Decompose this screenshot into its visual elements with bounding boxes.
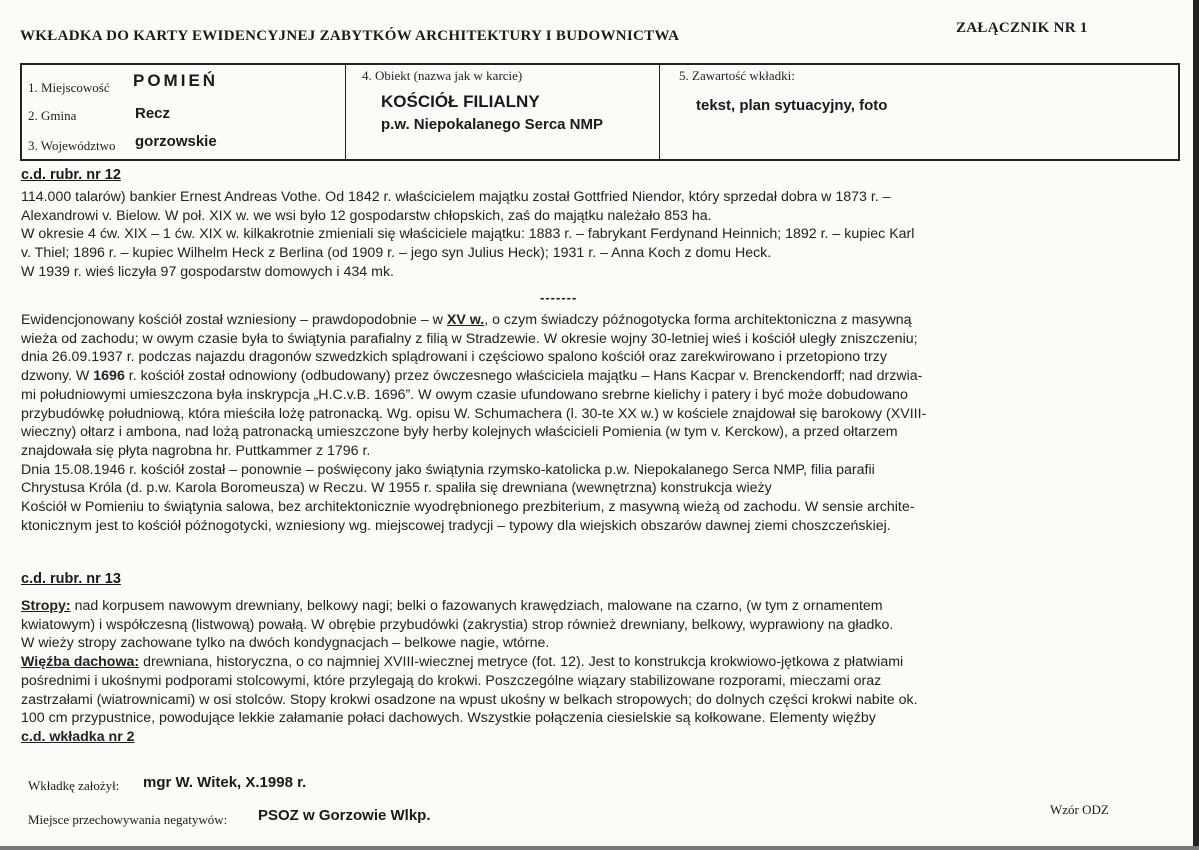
scan-edge-right <box>1193 0 1199 850</box>
text-line: mi południowymi umieszczona była inskrypcja „H.C.v.B. 1696”. W owym czasie ufundowano srebrne kielichy i patery i być może dobudowano <box>21 386 908 403</box>
text-span: Ewidencjonowany kościół został wzniesiony – prawdopodobnie – w <box>21 312 447 328</box>
author-value: mgr W. Witek, X.1998 r. <box>143 774 307 791</box>
text-line: W okresie 4 ćw. XIX – 1 ćw. XIX w. kilkakrotnie zmieniali się właściciele majątku: 1883 r. – fabrykant Ferdynand Heinnich; 1892 r. – kupiec Karl <box>21 226 915 243</box>
text-line: wieża od zachodu; w owym czasie była to świątynia parafialny z filią w Stradzewie. W okresie wojny 30-letniej wieś i kościół uległy zniszczeniu; <box>21 330 918 347</box>
storage-label: Miejsce przechowywania negatywów: <box>28 812 228 827</box>
text-line: Chrystusa Króla (d. p.w. Karola Boromeusza) w Reczu. W 1955 r. spaliła się drewniana (wewnętrzna) konstrukcja wieży <box>21 480 772 497</box>
box-bottom-line <box>20 159 1180 161</box>
obiekt-value-line1: KOŚCIÓŁ FILIALNY <box>381 92 540 111</box>
text-line: znajdowała się płyta nagrobna hr. Puttkammer z 1796 r. <box>21 442 371 459</box>
section13-heading: c.d. rubr. nr 13 <box>21 571 121 587</box>
form-label: Wzór ODZ <box>1050 802 1109 817</box>
text-line: 114.000 talarów) bankier Ernest Andreas Vothe. Od 1842 r. właścicielem majątku został Gottfried Niendor, który sprzedał dobra w 1873 r. – <box>21 189 891 205</box>
storage-value: PSOZ w Gorzowie Wlkp. <box>258 807 431 824</box>
year-emphasis: 1696 <box>93 368 125 385</box>
stropy-label: Stropy: <box>21 598 71 614</box>
scan-edge-bottom <box>0 846 1199 850</box>
text-line: dnia 26.09.1937 r. podczas najazdu dragonów szwedzkich splądrowani i częściowo spalono kościół oraz zarekwirowano i przetopiono trzy <box>21 349 887 366</box>
wiezba-label: Więźba dachowa: <box>21 654 140 671</box>
text-line: W wieży stropy zachowane tylko na dwóch kondygnacjach – belkowe nagie, wtórne. <box>21 635 550 652</box>
text-line: wieczny) ołtarz i ambona, nad lożą patronacką umieszczone były herby kolejnych właścicieli Pomienia (w tym v. Kerckow), a przed ołtarzem <box>21 424 898 441</box>
zawartosc-label: 5. Zawartość wkładki: <box>679 68 795 83</box>
section13-body <box>21 597 918 747</box>
wojewodztwo-value: gorzowskie <box>135 133 217 150</box>
document-title: WKŁADKA DO KARTY EWIDENCYJNEJ ZABYTKÓW ARCHITEKTURY I BUDOWNICTWA <box>20 28 680 44</box>
section12-para2 <box>21 311 926 535</box>
text-line: Kościół w Pomieniu to świątynia salowa, bez architektonicznie wyodrębnionego prezbiterium, z masywną wieżą od zachodu. W sensie archite- <box>21 499 915 516</box>
century-emphasis: XV w. <box>446 312 485 328</box>
gmina-value: Recz <box>135 105 171 122</box>
miejscowosc-value: POMIEŃ <box>133 71 219 90</box>
text-line: przybudówkę południową, która mieściła lożę patronacką. Wg. opisu W. Schumachera (l. 30-te XX w.) w kościele znajdował się barokowy (XVIII- <box>21 405 927 422</box>
box-divider-1 <box>345 63 346 160</box>
text-line: Dnia 15.08.1946 r. kościół został – ponownie – poświęcony jako świątynia rzymsko-katolicka p.w. Niepokalanego Serca NMP, filia parafii <box>21 461 875 478</box>
text-line: 100 cm przypustnice, powodujące lekkie załamanie połaci dachowych. Wszystkie połączenia ciesielskie są kołkowane. Elementy więźby <box>21 710 876 727</box>
annex-label: ZAŁĄCZNIK NR 1 <box>956 20 1088 36</box>
gmina-label: 2. Gmina <box>28 108 77 123</box>
text-line: pośrednimi i ukośnymi podporami stolcowymi, które przylegają do krokwi. Poszczególne wiązary stabilizowane rozporami, mieczami oraz <box>21 672 882 689</box>
text-line: Alexandrowi v. Bielow. W poł. XIX w. we wsi było 12 gospodarstw chłopskich, zaś do majątku należało 853 ha. <box>21 207 712 224</box>
section12-heading: c.d. rubr. nr 12 <box>21 167 121 183</box>
zawartosc-value: tekst, plan sytuacyjny, foto <box>696 97 888 114</box>
text-line: zastrzałami (wiatrownicami) w osi stolców. Stopy krokwi osadzone na wpust ukośny w belkach stropowych; do dolnych części krokwi nabite ok. <box>21 691 918 708</box>
section-separator: ------- <box>540 290 578 305</box>
obiekt-value-line2: p.w. Niepokalanego Serca NMP <box>381 116 604 133</box>
text-span: drewniana, historyczna, o co najmniej XVIII-wiecznej metryce (fot. 12). Jest to konstrukcja krokwiowo-jętkowa z płatwiami <box>139 654 904 671</box>
text-span: dzwony. W <box>21 368 94 385</box>
text-span: , o czym świadczy późnogotycka forma architektoniczna z masywną <box>484 312 912 328</box>
text-line: ktonicznym jest to kościół późnogotycki, wzniesiony wg. miejscowej tradycji – typowy dla wiejskich obszarów dawnej ziemi choszczeńskiej. <box>21 517 891 534</box>
continuation-note: c.d. wkładka nr 2 <box>21 728 135 745</box>
box-divider-2 <box>659 63 660 160</box>
obiekt-label: 4. Obiekt (nazwa jak w karcie) <box>362 68 523 83</box>
text-span: nad korpusem nawowym drewniany, belkowy nagi; belki o fazowanych krawędziach, malowane na czarno, (w tym z ornamentem <box>70 598 883 614</box>
text-line: kwiatowym) i współczesną (listwową) powałą. W obrębie przybudówki (zakrystia) strop również drewniany, belkowy, wyprawiony na gładko. <box>21 616 894 633</box>
miejscowosc-label: 1. Miejscowość <box>28 80 110 95</box>
author-label: Wkładkę założył: <box>28 778 120 793</box>
box-top-line <box>20 63 1180 65</box>
box-left-line <box>20 63 22 161</box>
text-line: v. Thiel; 1896 r. – kupiec Wilhelm Heck z Berlina (od 1909 r. – jego syn Julius Heck); 1931 r. – Anna Koch z domu Heck. <box>21 245 772 262</box>
section12-para1 <box>21 188 914 282</box>
text-line: W 1939 r. wieś liczyła 97 gospodarstw domowych i 434 mk. <box>21 263 394 280</box>
text-span: r. kościół został odnowiony (odbudowany) przez ówczesnego właściciela majątku – Hans Kacpar v. Brenckendorff; nad drzwia- <box>124 368 923 385</box>
box-right-line <box>1178 63 1180 161</box>
wojewodztwo-label: 3. Województwo <box>28 138 116 153</box>
